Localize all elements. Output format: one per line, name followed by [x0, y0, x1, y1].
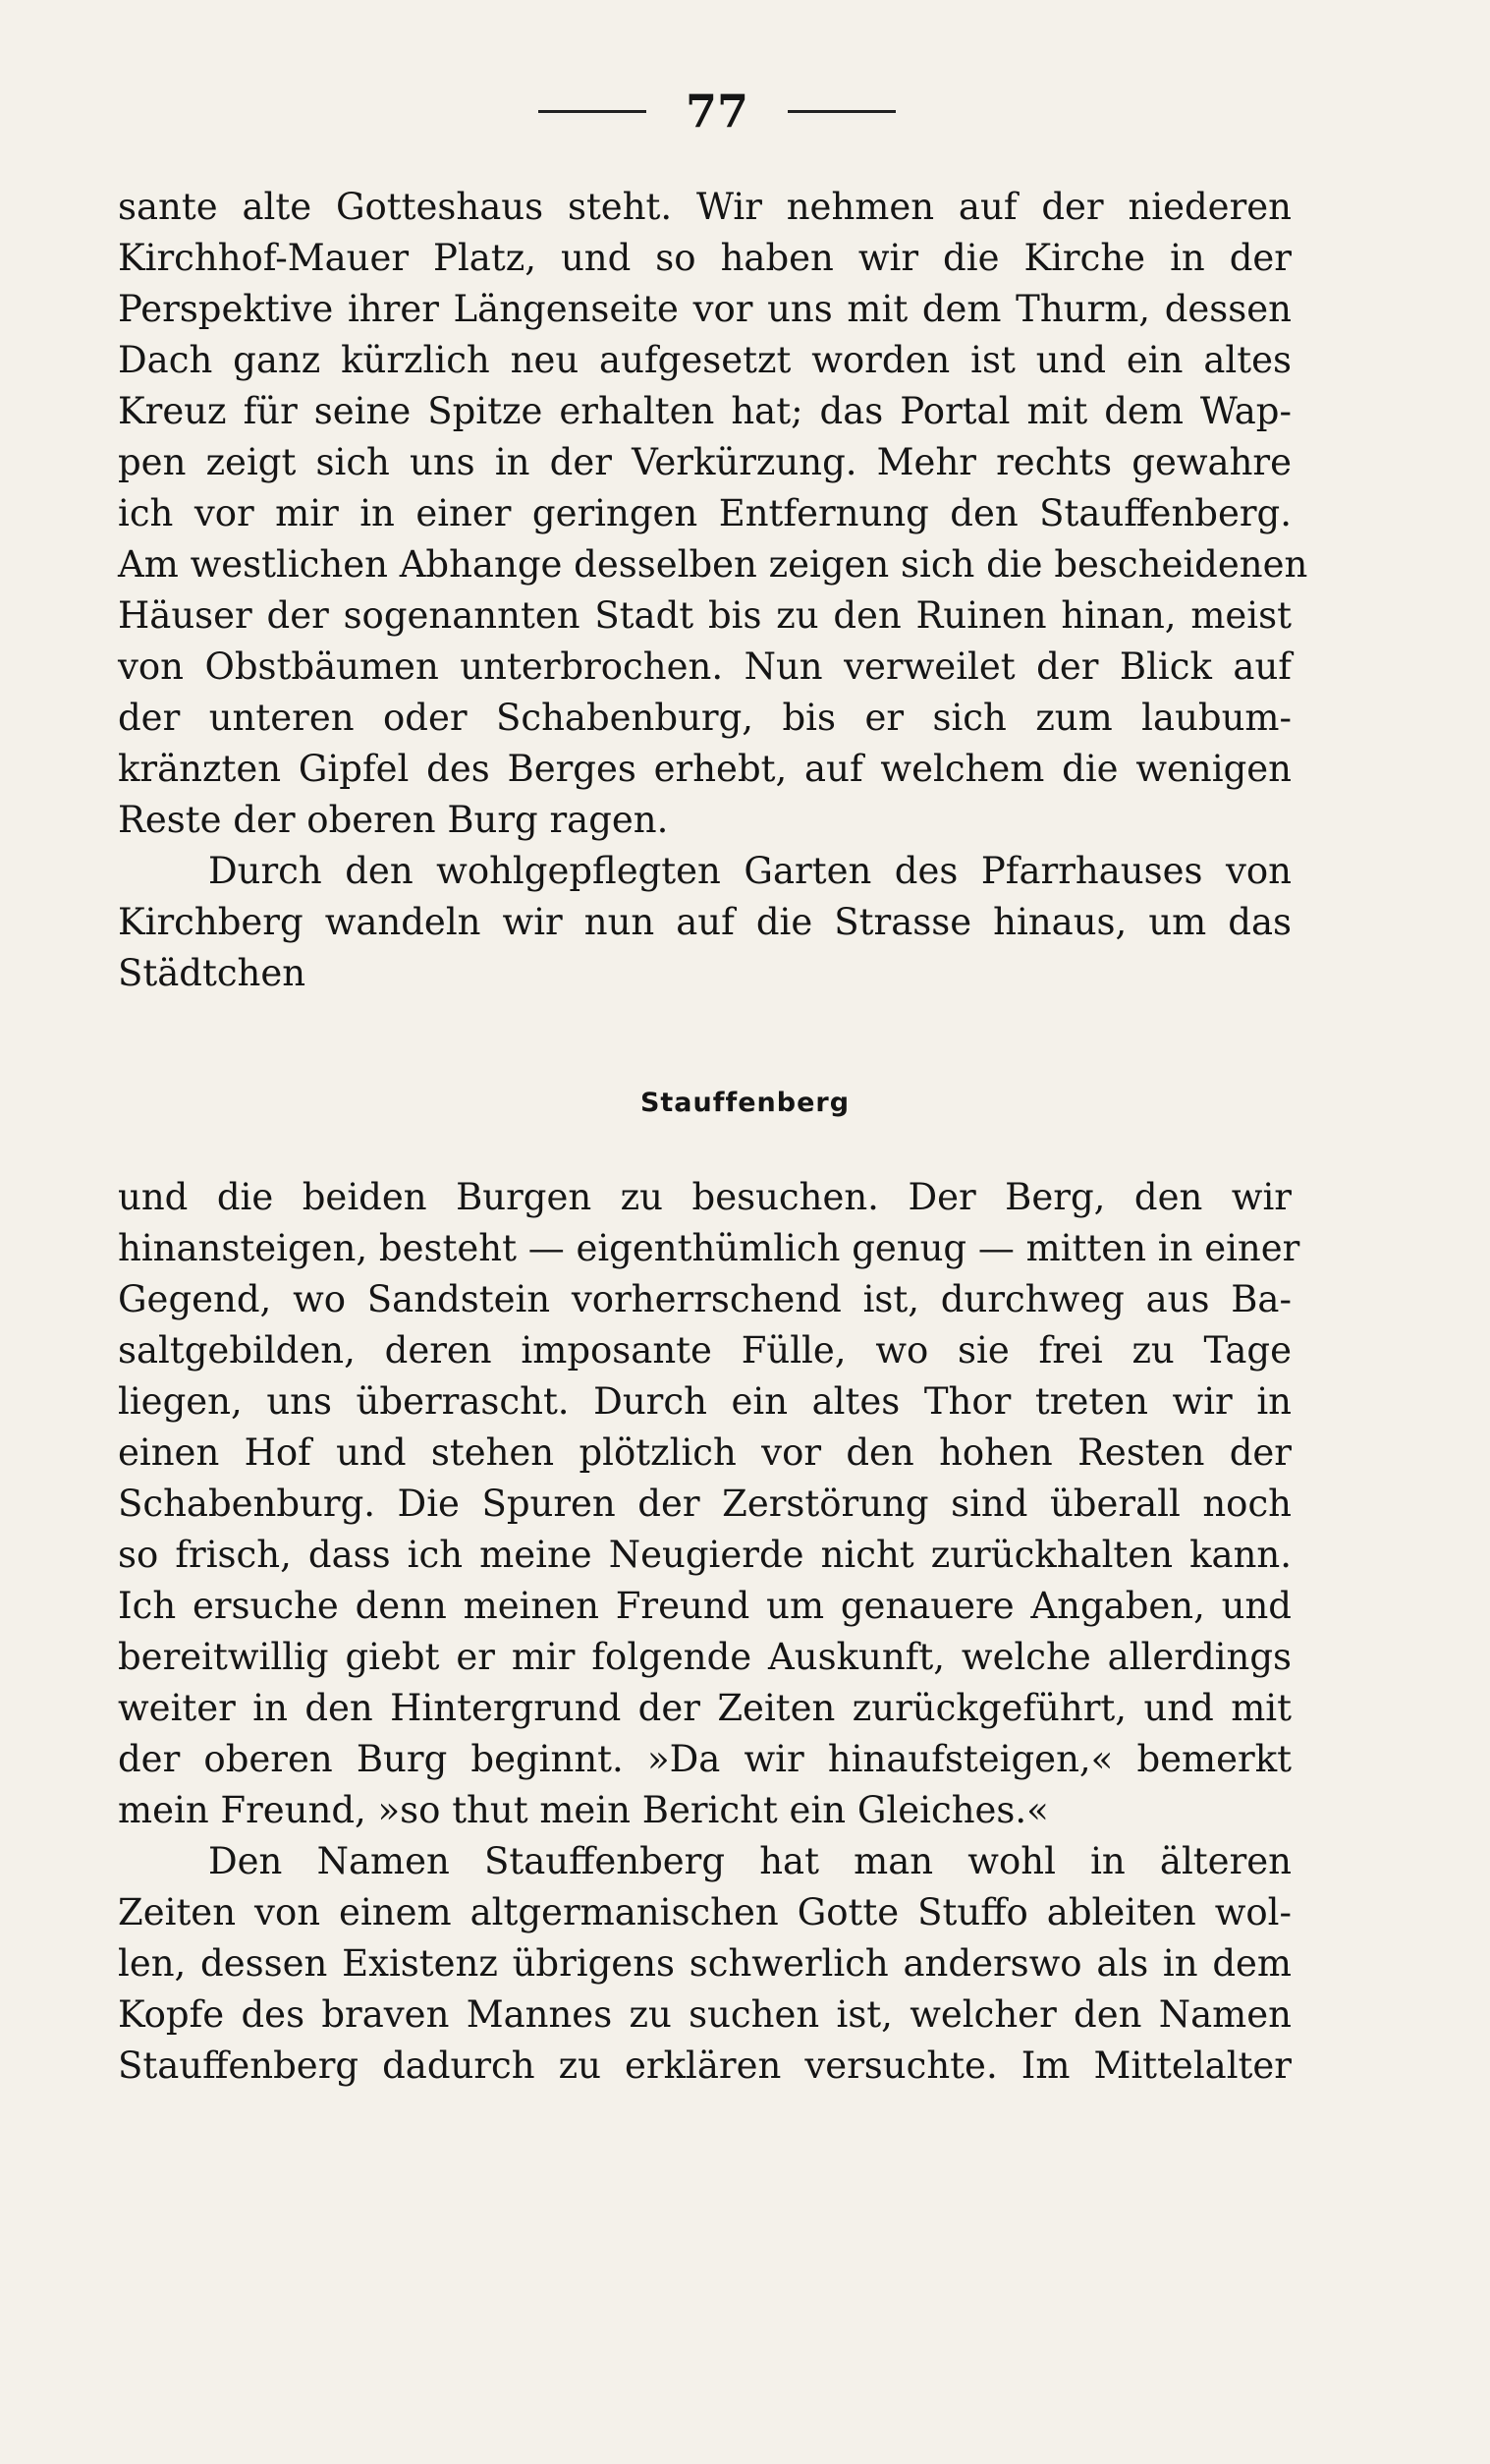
text-line: Städtchen	[118, 952, 306, 994]
text-line: mein Freund, »so thut mein Bericht ein Gleiches.«	[118, 1789, 1049, 1831]
text-line: Kirchhof-Mauer Platz, und so haben wir die Kirche in der	[118, 237, 1292, 279]
text-line: pen zeigt sich uns in der Verkürzung. Mehr rechts gewahre	[118, 441, 1292, 483]
text-line: Durch den wohlgepflegten Garten des Pfarrhauses von	[208, 850, 1292, 892]
page-number: 77	[685, 84, 748, 138]
page-header	[530, 86, 904, 136]
text-block-bottom	[118, 1172, 1300, 2092]
text-line: Kirchberg wandeln wir nun auf die Strasse hinaus, um das	[118, 901, 1292, 943]
text-line: liegen, uns überrascht. Durch ein altes Thor treten wir in	[118, 1380, 1292, 1423]
text-line: der oberen Burg beginnt. »Da wir hinaufsteigen,« bemerkt	[118, 1738, 1292, 1780]
text-line: sante alte Gotteshaus steht. Wir nehmen auf der niederen	[118, 186, 1292, 228]
text-line: Reste der oberen Burg ragen.	[118, 799, 669, 841]
text-line: saltgebilden, deren imposante Fülle, wo sie frei zu Tage	[118, 1329, 1292, 1372]
text-line: hinansteigen, besteht — eigenthümlich genug — mitten in einer	[118, 1227, 1300, 1269]
text-line: len, dessen Existenz übrigens schwerlich anderswo als in dem	[118, 1942, 1292, 1985]
text-line: bereitwillig giebt er mir folgende Auskunft, welche allerdings	[118, 1636, 1292, 1678]
bleed-through-text	[118, 815, 1297, 1110]
text-line: Stauffenberg dadurch zu erklären versuchte. Im Mittelalter	[118, 2044, 1292, 2087]
text-line: Zeiten von einem altgermanischen Gotte Stuffo ableiten wol-	[118, 1891, 1292, 1933]
illustration-title: Stauffenberg	[639, 1088, 851, 1118]
text-line: Schabenburg. Die Spuren der Zerstörung sind überall noch	[118, 1483, 1292, 1525]
text-line: weiter in den Hintergrund der Zeiten zurückgeführt, und mit	[118, 1687, 1292, 1729]
text-line: der unteren oder Schabenburg, bis er sich zum laubum-	[118, 697, 1292, 739]
text-line: Häuser der sogenannten Stadt bis zu den Ruinen hinan, meist	[118, 594, 1292, 637]
text-line: von Obstbäumen unterbrochen. Nun verweilet der Blick auf	[118, 645, 1292, 688]
text-line: Am westlichen Abhange desselben zeigen sich die bescheidenen	[118, 543, 1308, 586]
text-line: und die beiden Burgen zu besuchen. Der Berg, den wir	[118, 1176, 1292, 1218]
header-rule-right	[788, 110, 896, 113]
text-line: Ich ersuche denn meinen Freund um genauere Angaben, und	[118, 1585, 1292, 1627]
text-line: kränzten Gipfel des Berges erhebt, auf welchem die wenigen	[118, 748, 1292, 790]
text-line: ich vor mir in einer geringen Entfernung den Stauffenberg.	[118, 492, 1292, 534]
text-line: Dach ganz kürzlich neu aufgesetzt worden ist und ein altes	[118, 339, 1292, 381]
text-line: einen Hof und stehen plötzlich vor den hohen Resten der	[118, 1431, 1292, 1474]
text-line: so frisch, dass ich meine Neugierde nicht zurückhalten kann.	[118, 1534, 1292, 1576]
header-rule-left	[538, 110, 646, 113]
text-line: Kopfe des braven Mannes zu suchen ist, welcher den Namen	[118, 1993, 1292, 2036]
text-line: Gegend, wo Sandstein vorherrschend ist, durchweg aus Ba-	[118, 1278, 1292, 1320]
text-line: Kreuz für seine Spitze erhalten hat; das Portal mit dem Wap-	[118, 390, 1292, 432]
text-line: Perspektive ihrer Längenseite vor uns mit dem Thurm, dessen	[118, 288, 1292, 330]
text-line: Den Namen Stauffenberg hat man wohl in älteren	[208, 1840, 1292, 1882]
